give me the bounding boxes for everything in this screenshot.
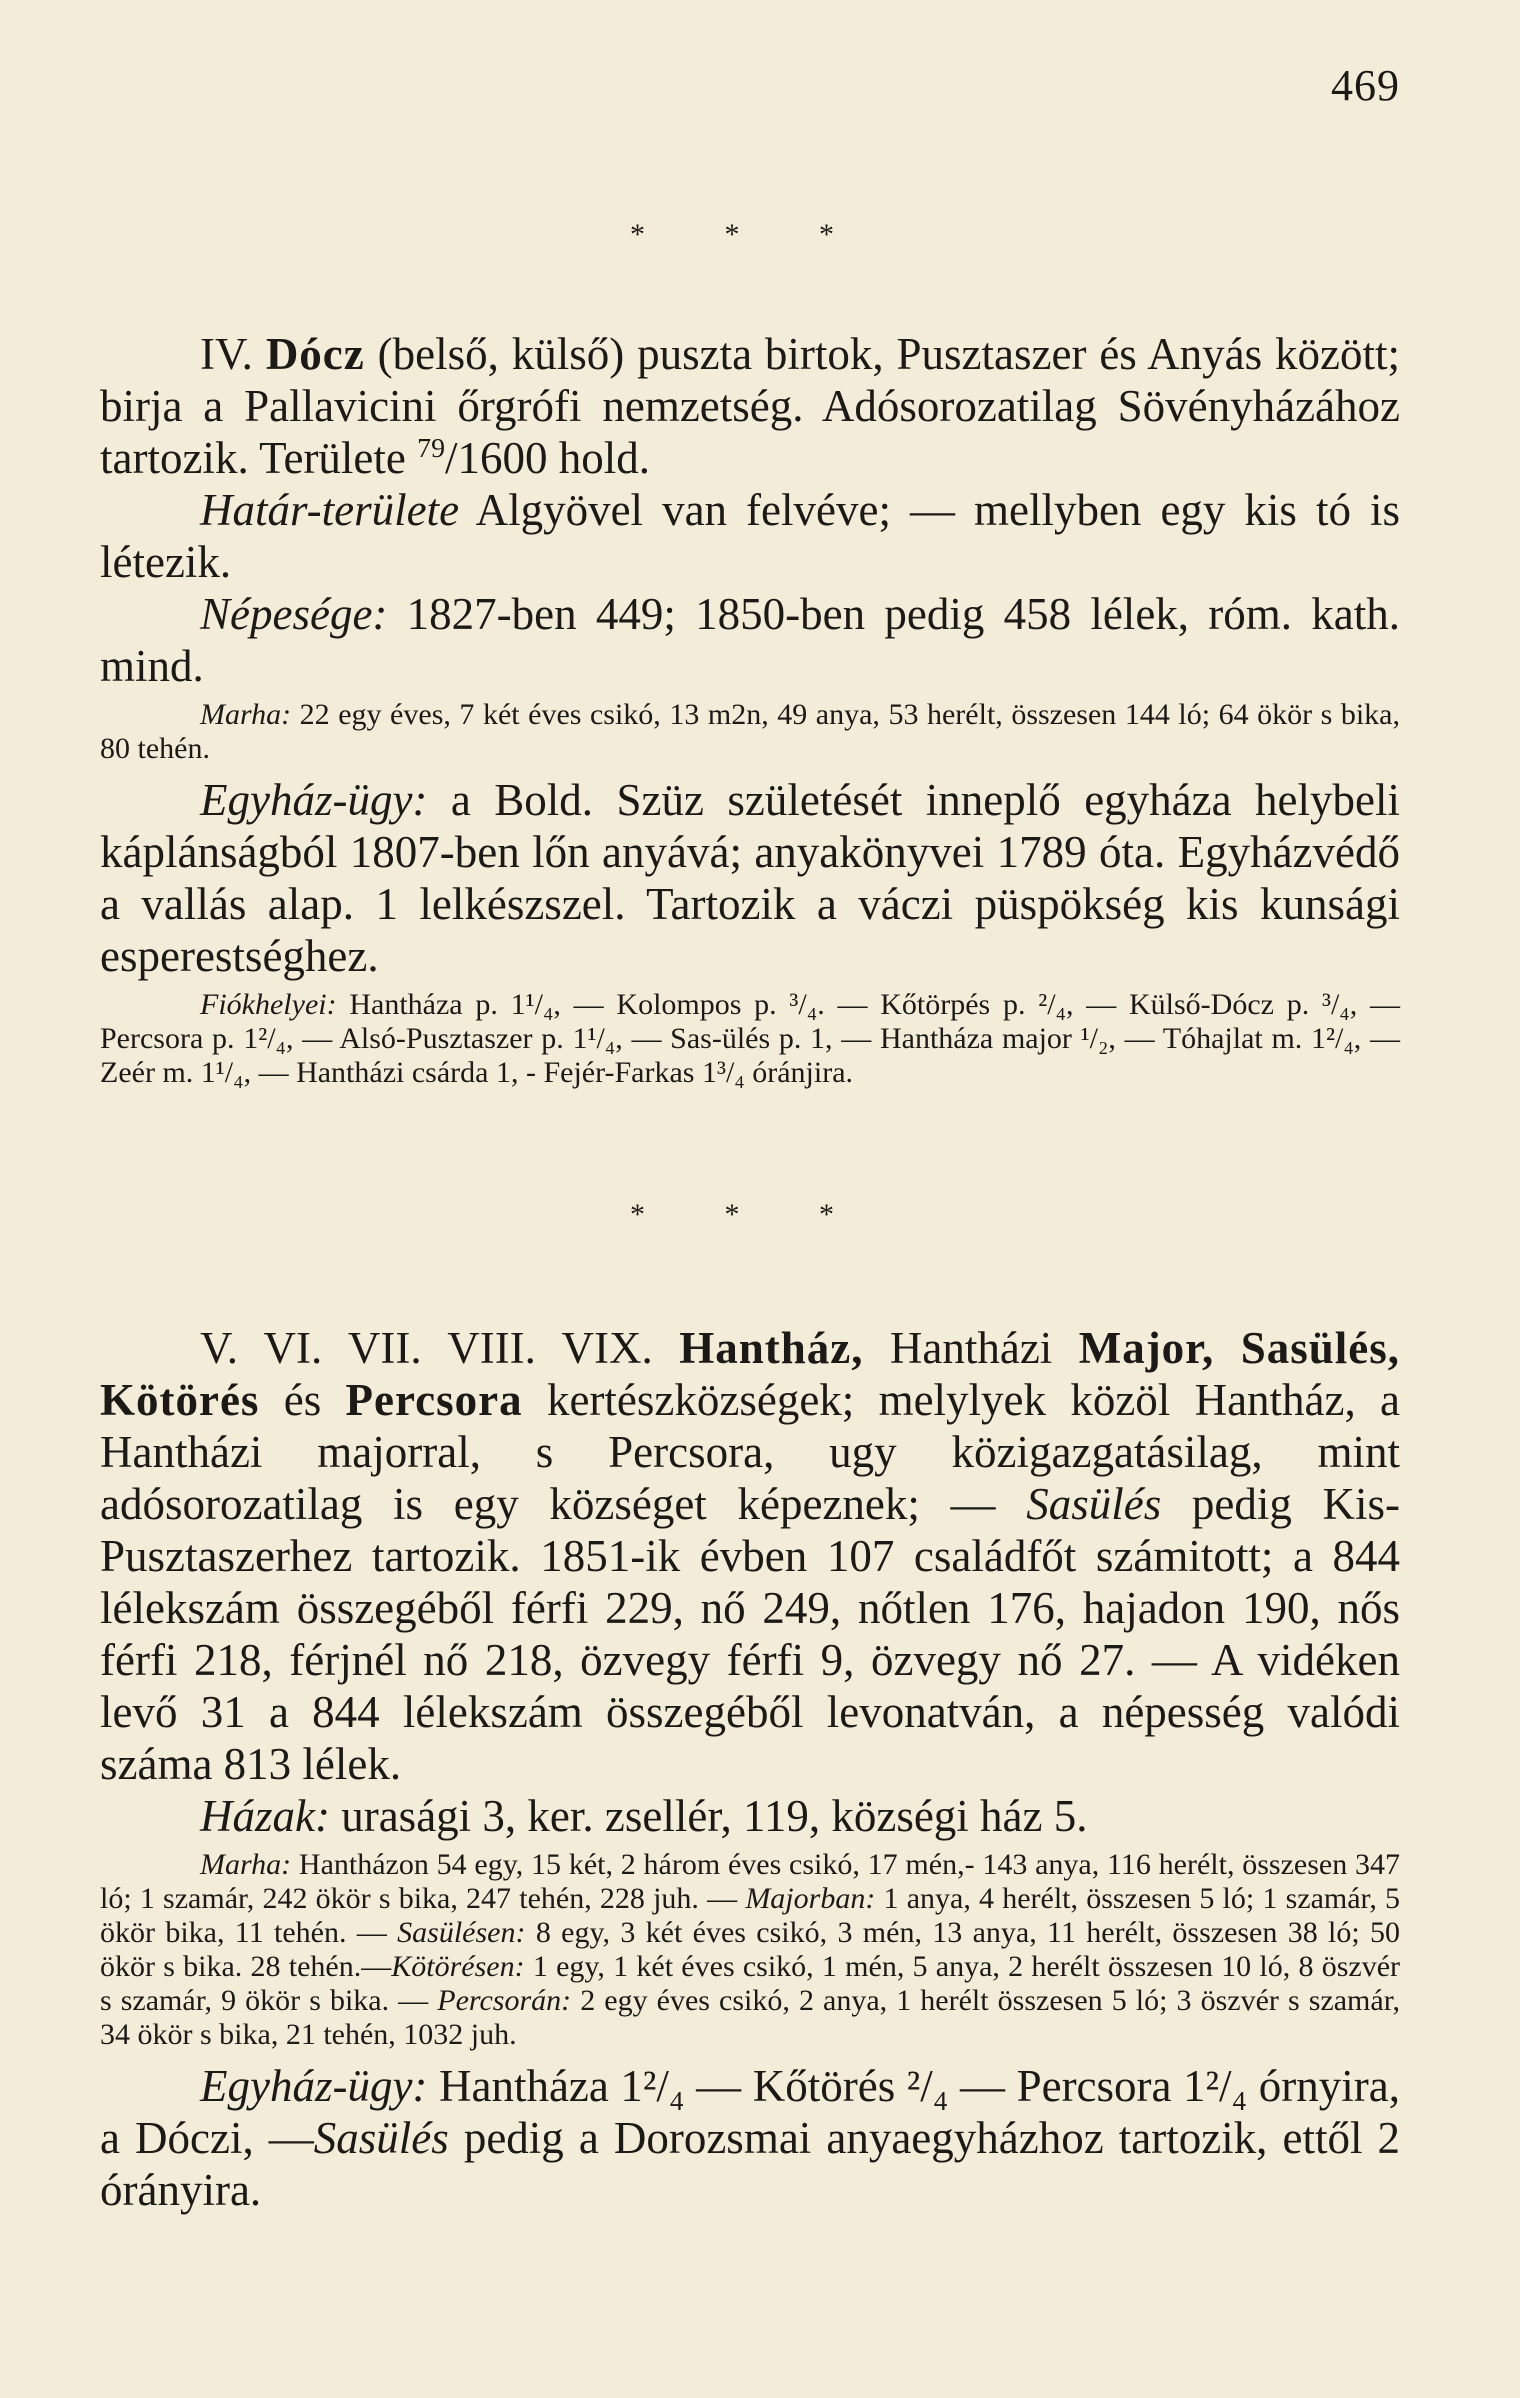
houses-paragraph [100, 1790, 1400, 1842]
livestock-text-percsora: 2 egy éves csikó, 2 anya, 1 herélt összesen 5 ló; 3 öszvér s szamár, 34 ökör s bika, 21 tehén, 1032 juh. [100, 1984, 1400, 2051]
sasules-label: Sasülés [1026, 1479, 1162, 1529]
place-name-hanthaz: Hantház, [679, 1323, 864, 1373]
section-iv-intro: (belső, külső) puszta birtok, Pusztaszer és Anyás között; birja a Pallavicini őrgrófi nemzetség. Adósorozatilag Sövényházához tartozik. Területe [100, 329, 1401, 483]
church-label: Egyház-ügy: [200, 775, 428, 825]
branch-places-label: Fiókhelyei: [200, 988, 337, 1021]
livestock-label: Marha: [200, 698, 292, 731]
church-text: a Bold. Szüz születését inneplő egyháza helybeli káplánságból 1807-ben lőn anyává; anyakönyvei 1789 óta. Egyházvédő a vallás alap. 1 lelkészszel. Tartozik a váczi püspökség kis kunsági esperestséghez. [100, 775, 1401, 981]
asterism-separator: * * * [630, 218, 870, 251]
area-denominator: /1600 [445, 433, 548, 483]
livestock-text-hanthaz: Hantházon 54 egy, 15 két, 2 három éves csikó, 17 mén,- 143 anya, 116 herélt, összesen 347 ló; 1 szamár, 242 ökör s bika, 247 tehén, 228 juh. — [100, 1848, 1401, 1915]
place-name-kotores: Kötörés [100, 1375, 260, 1425]
section-hanthaz [100, 1322, 1400, 2216]
boundary-label: Határ-területe [200, 485, 460, 535]
section-numerals: V. VI. VII. VIII. VIX. [200, 1323, 653, 1373]
church-label: Egyház-ügy: [200, 2061, 428, 2111]
houses-label: Házak: [200, 1791, 330, 1841]
place-name-docz: Dócz [265, 329, 365, 379]
section-numeral: IV. [200, 329, 253, 379]
livestock-label: Marha: [200, 1848, 292, 1881]
document-page [100, 60, 1400, 2350]
heading-text-hanthazi: Hantházi [889, 1323, 1053, 1373]
houses-text: urasági 3, ker. zsellér, 119, községi ház 5. [341, 1791, 1088, 1841]
boundary-paragraph [100, 484, 1400, 588]
section-iv-heading-paragraph [100, 328, 1400, 484]
population-label: Népesége: [200, 589, 388, 639]
branch-places-text: Hantháza p. 1¹/₄, — Kolompos p. ³/₄. — Kőtörpés p. ²/₄, — Külső-Dócz p. ³/₄, — Percsora p. 1²/₄, — Alsó-Pusztaszer p. 1¹/₄, — Sas-ülés p. 1, — Hantháza major ¹/₂, — Tóhajlat m. 1²/₄, — Zeér m. 1¹/₄, — Hantházi csárda 1, - Fejér-Farkas 1³/₄ óránjira. [100, 988, 1401, 1089]
branch-places-paragraph [100, 988, 1400, 1090]
livestock-text: 22 egy éves, 7 két éves csikó, 13 m2n, 49 anya, 53 herélt, összesen 144 ló; 64 ökör s bika, 80 tehén. [100, 698, 1400, 765]
page-number: 469 [1331, 61, 1400, 110]
livestock-text-kotores: 1 egy, 1 két éves csikó, 1 mén, 5 anya, 2 herélt összesen 10 ló, 8 öszvér s szamár, 9 ökör s bika. — [100, 1950, 1401, 2017]
section-v-rest-text: pedig Kis-Pusztaszerhez tartozik. 1851-ik évben 107 családfőt számitott; a 844 lélekszám összegéből férfi 229, nő 249, nőtlen 176, hajadon 190, nős férfi 218, férjnél nő 218, özvegy férfi 9, özvegy nő 27. — A vidéken levő 31 a 844 lélekszám összegéből levonatván, a népesség valódi száma 813 lélek. [100, 1479, 1401, 1789]
section-docz [100, 328, 1400, 1098]
church-text-1: Hantháza 1²/₄ — Kőtörés ²/₄ — Percsora 1²/₄ órnyira, a Dóczi, — [100, 2061, 1400, 2163]
heading-text-es: és [283, 1375, 322, 1425]
boundary-text: Algyövel van felvéve; — mellyben egy kis tó is létezik. [100, 485, 1400, 587]
percsoran-label: Percsorán: [437, 1984, 572, 2017]
population-paragraph [100, 588, 1400, 692]
place-name-major: Major, [1078, 1323, 1215, 1373]
population-text: 1827-ben 449; 1850-ben pedig 458 lélek, róm. kath. mind. [100, 589, 1401, 691]
sasulesen-label: Sasülésen: [397, 1916, 526, 1949]
place-name-sasules: Sasülés, [1240, 1323, 1401, 1373]
church-sasules-label: Sasülés [313, 2113, 449, 2163]
place-name-percsora: Percsora [345, 1375, 523, 1425]
livestock-paragraph [100, 698, 1400, 766]
kotoresen-label: Kötörésen: [391, 1950, 525, 1983]
area-unit: hold. [558, 433, 651, 483]
livestock-text-major: 1 anya, 4 herélt, összesen 5 ló; 1 szamár, 5 ökör bika, 11 tehén. — [100, 1882, 1401, 1949]
livestock-paragraph [100, 1848, 1400, 2052]
church-text-2: pedig a Dorozsmai anyaegyházhoz tartozik, ettől 2 órányira. [100, 2113, 1400, 2215]
area-numerator: 79 [417, 433, 446, 464]
asterism-separator: * * * [630, 1198, 870, 1231]
majorban-label: Majorban: [745, 1882, 876, 1915]
church-paragraph [100, 2060, 1400, 2216]
section-v-heading-paragraph [100, 1322, 1400, 1790]
livestock-text-sasules: 8 egy, 3 két éves csikó, 3 mén, 13 anya, 11 herélt, összesen 38 ló; 50 ökör s bika. 28 tehén.— [100, 1916, 1401, 1983]
church-paragraph [100, 774, 1400, 982]
section-v-intro: kertészközségek; melylyek közöl Hantház, a Hantházi majorral, s Percsora, ugy közigazgatásilag, mint adósorozatilag is egy községet képeznek; — [100, 1375, 1401, 1529]
